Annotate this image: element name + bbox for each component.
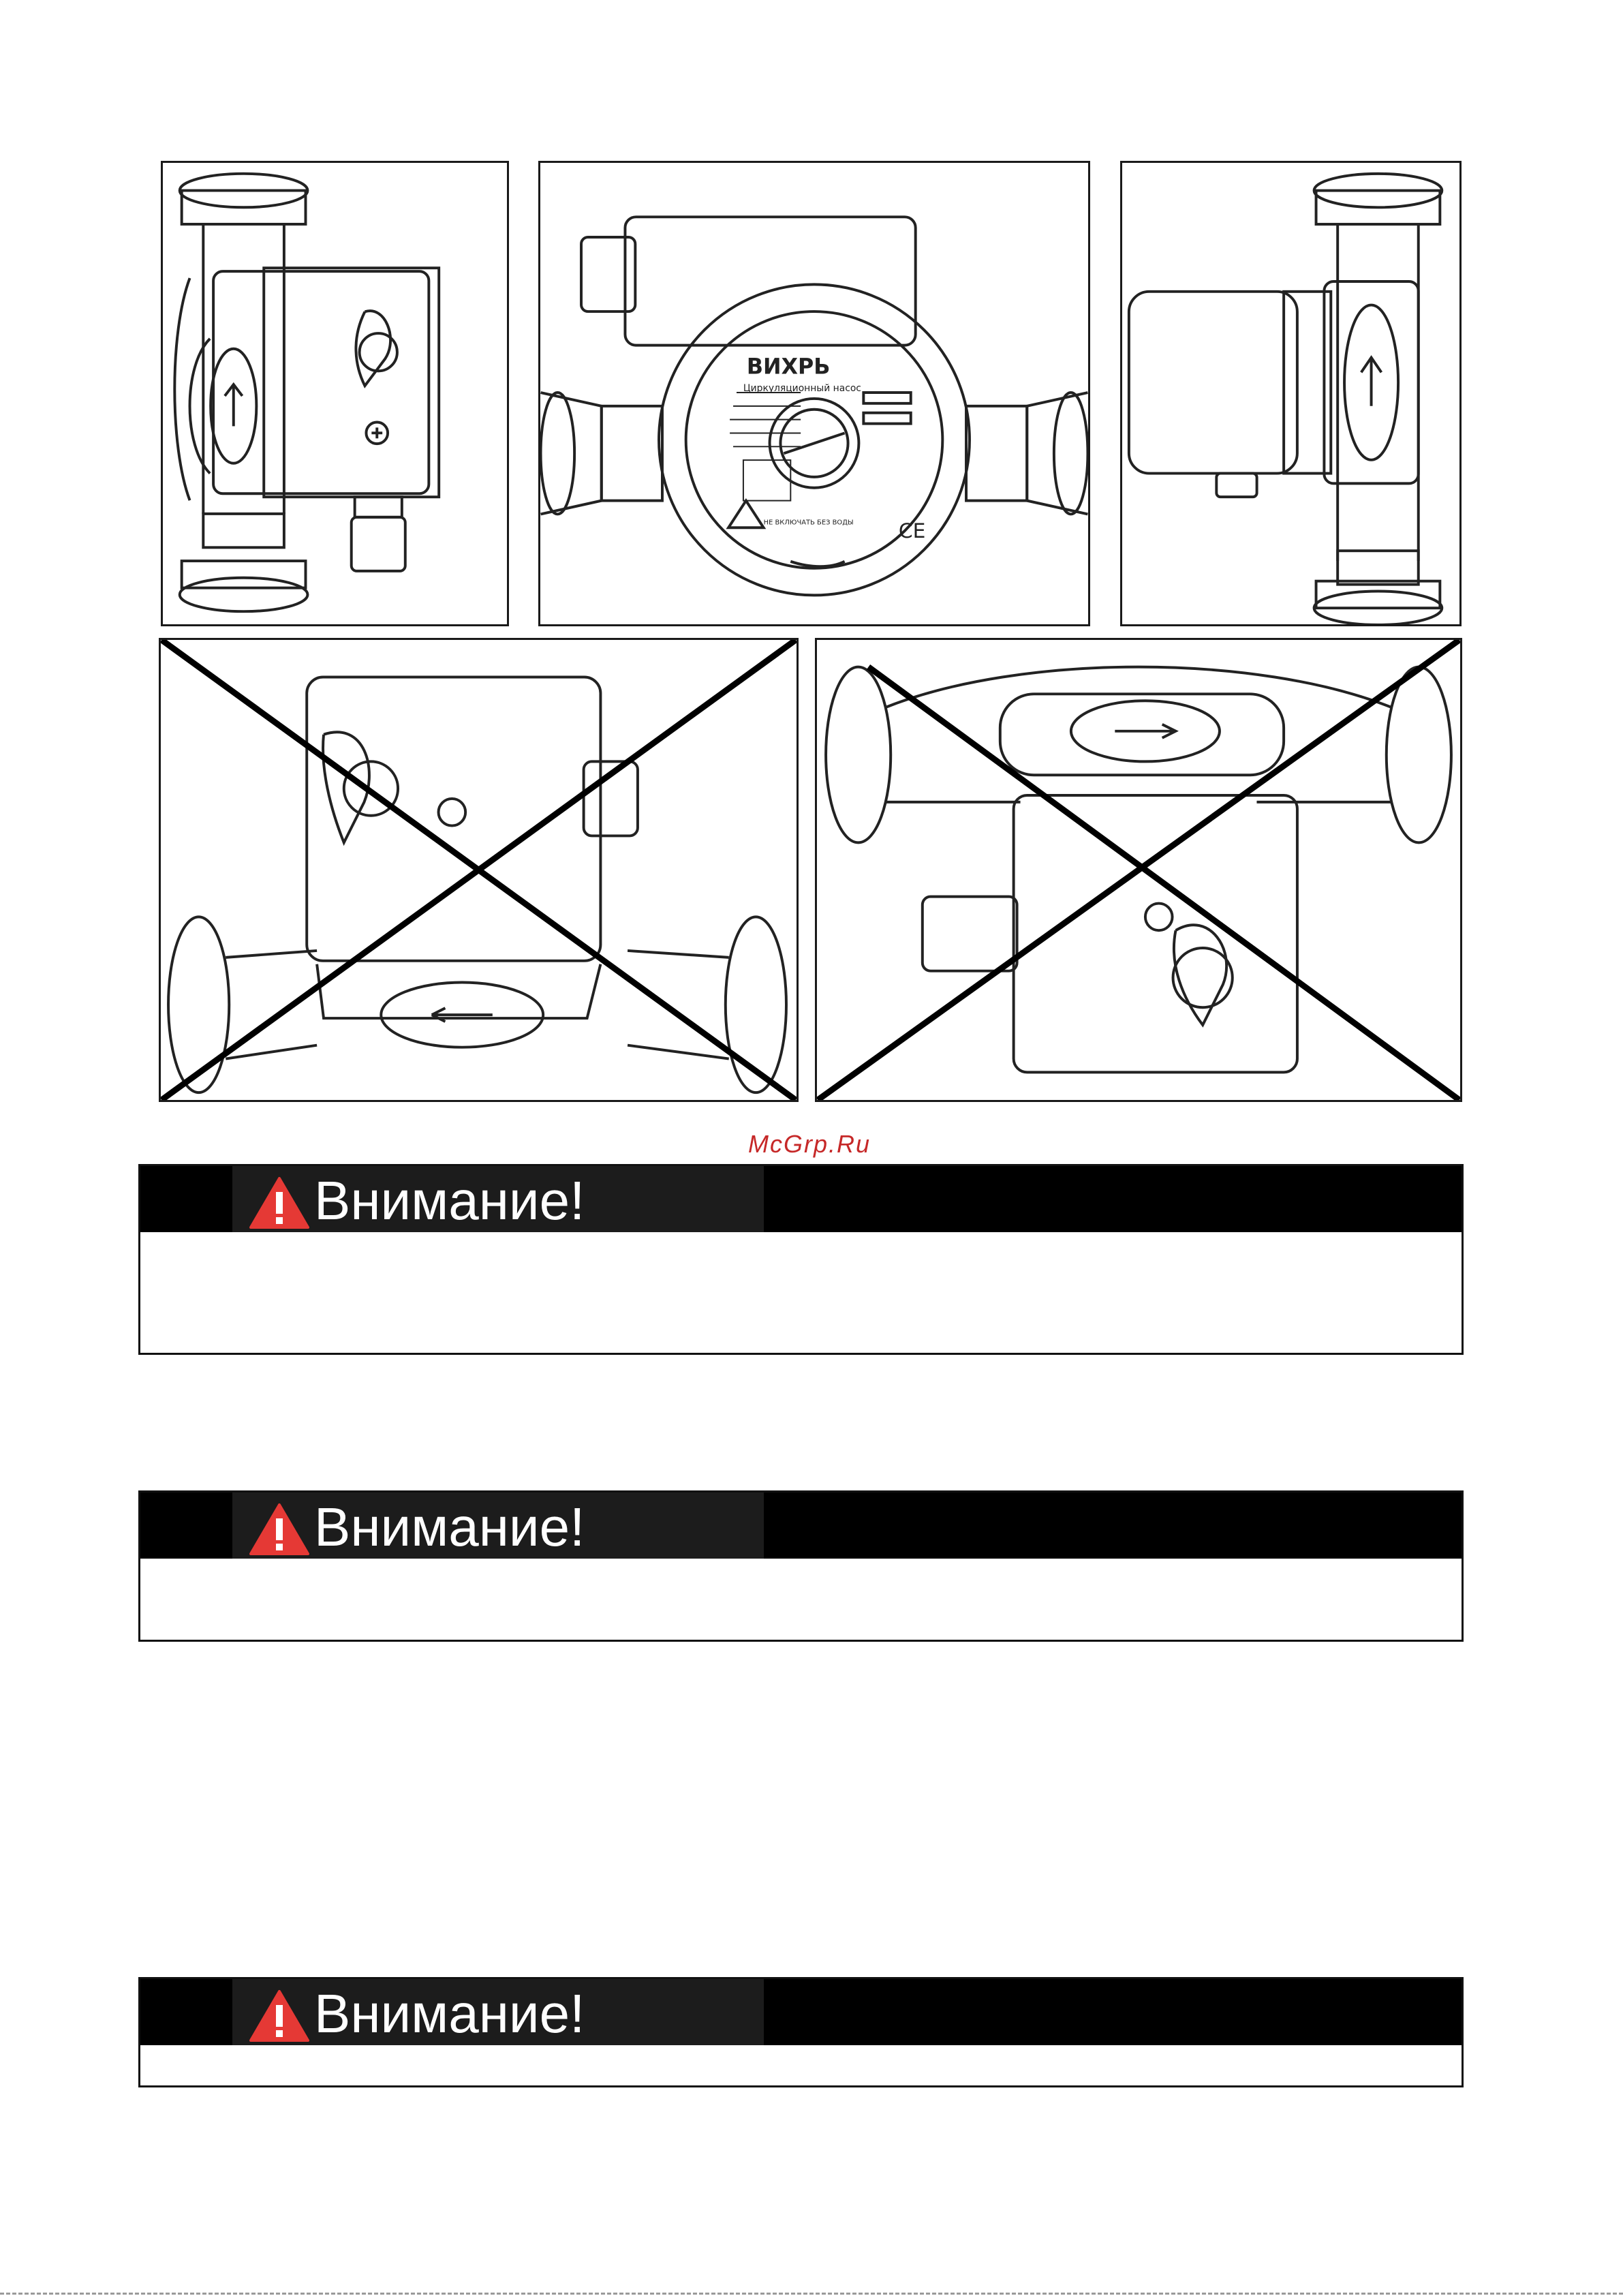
- label-warning-text: НЕ ВКЛЮЧАТЬ БЕЗ ВОДЫ: [763, 519, 854, 527]
- warning-title: Внимание!: [314, 1983, 585, 2044]
- warning-block-1: [138, 1164, 1464, 1355]
- incorrect-mounting-right: [815, 638, 1462, 1102]
- page-footer-rule: [0, 2293, 1623, 2295]
- warning-body: [140, 1232, 1462, 1353]
- warning-triangle-icon: [249, 1503, 309, 1555]
- watermark: McGrp.Ru: [748, 1130, 871, 1158]
- label-subtitle: Циркуляционный насос: [743, 383, 861, 395]
- svg-text:CE: CE: [898, 519, 926, 544]
- warning-body: [140, 2045, 1462, 2085]
- pump-side-left-drawing: [163, 163, 507, 624]
- brand-logo-text: ВИХРЬ: [746, 354, 831, 380]
- warning-triangle-icon: [249, 1177, 309, 1229]
- pump-front-view: [538, 161, 1090, 626]
- incorrect-mounting-left-drawing: [161, 640, 797, 1100]
- warning-block-3: [138, 1977, 1464, 2087]
- incorrect-mounting-right-drawing: [817, 640, 1460, 1100]
- incorrect-mounting-left: [159, 638, 799, 1102]
- warning-block-2: [138, 1490, 1464, 1642]
- warning-title: Внимание!: [314, 1170, 585, 1231]
- pump-front-drawing: [540, 163, 1088, 624]
- pump-side-view-left: [161, 161, 509, 626]
- warning-body: [140, 1559, 1462, 1640]
- warning-triangle-icon: [249, 1990, 309, 2042]
- pump-side-view-right: [1120, 161, 1462, 626]
- warning-title: Внимание!: [314, 1497, 585, 1557]
- pump-side-right-drawing: [1122, 163, 1459, 624]
